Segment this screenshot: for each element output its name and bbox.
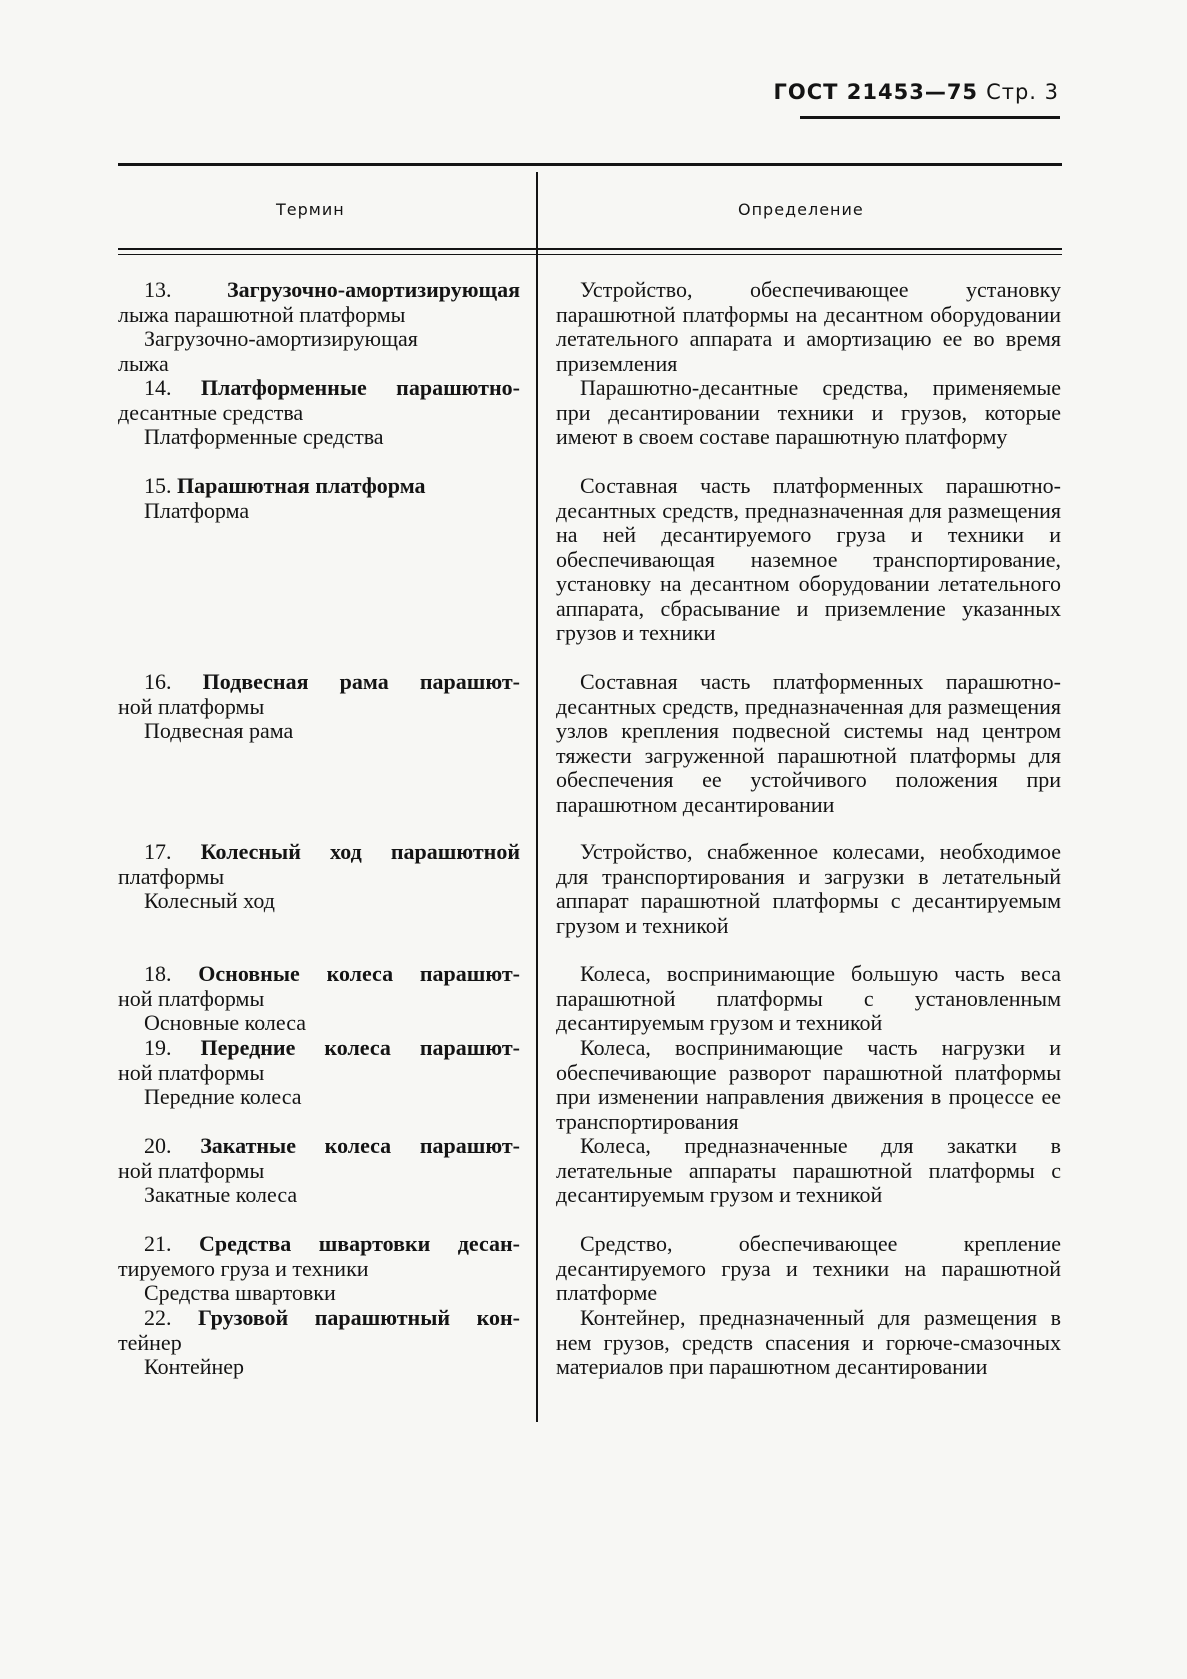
term-line xyxy=(118,962,520,987)
definition-entry-18 xyxy=(556,962,1061,1036)
term-entry-22 xyxy=(118,1306,520,1380)
term-text: Грузовой парашютный кон- xyxy=(198,1305,520,1330)
term-entry-14 xyxy=(118,376,520,450)
short-term: Колесный ход xyxy=(144,888,275,913)
term-line xyxy=(118,474,520,499)
short-term: Передние колеса xyxy=(144,1084,302,1109)
definition-entry-19 xyxy=(556,1036,1061,1134)
definition-text: Составная часть платформенных парашютно-десантных средств, предназначенная для размещения узлов крепления подвесной системы над центром тяжести загруженной парашютной платформы для обеспечения ее устойчивого положения при парашютном десантировании xyxy=(556,669,1061,817)
term-number: 16. xyxy=(144,669,172,694)
definition-entry-21 xyxy=(556,1232,1061,1306)
term-text: Колесный ход парашютной xyxy=(200,839,521,864)
short-term: Загрузочно-амортизирующая xyxy=(144,326,418,351)
definition-entry-17 xyxy=(556,840,1061,938)
term-entry-21 xyxy=(118,1232,520,1306)
short-term: лыжа xyxy=(118,350,169,376)
term-entry-18 xyxy=(118,962,520,1036)
term-number: 21. xyxy=(144,1231,172,1256)
page-number: Стр. 3 xyxy=(986,80,1059,104)
term-entry-20 xyxy=(118,1134,520,1208)
column-header-definition: Определение xyxy=(738,200,864,219)
term-text: Передние колеса парашют- xyxy=(200,1035,521,1060)
term-entry-17 xyxy=(118,840,520,914)
term-text: лыжа парашютной платформы xyxy=(118,301,406,327)
term-text: Парашютная платформа xyxy=(177,473,426,498)
page-header xyxy=(773,80,1059,104)
definition-text: Колеса, воспринимающие часть нагрузки и обеспечивающие разворот парашютной платформы при изменении направления движения в процессе ее транспортирования xyxy=(556,1035,1061,1134)
definition-entry-14 xyxy=(556,376,1061,450)
term-text: ной платформы xyxy=(118,985,265,1011)
term-text: тейнер xyxy=(118,1329,182,1355)
definition-text: Колеса, воспринимающие большую часть веса парашютной платформы с установленным десантируемым грузом и техникой xyxy=(556,961,1061,1035)
term-number: 15. xyxy=(144,473,172,498)
term-text: Платформенные парашютно- xyxy=(200,375,520,400)
term-number: 20. xyxy=(144,1133,172,1158)
term-line xyxy=(118,1232,520,1257)
term-text: Основные колеса парашют- xyxy=(198,961,520,986)
term-text: ной платформы xyxy=(118,1157,265,1183)
short-term: Подвесная рама xyxy=(144,718,294,743)
term-number: 14. xyxy=(144,375,172,400)
table-top-rule xyxy=(118,163,1062,166)
definition-text: Устройство, обеспечивающее установку парашютной платформы на десантном оборудовании летательного аппарата и амортизацию ее во время приземления xyxy=(556,277,1061,376)
term-text: тируемого груза и техники xyxy=(118,1255,369,1281)
term-line xyxy=(118,1306,520,1331)
definition-text: Контейнер, предназначенный для размещения в нем грузов, средств спасения и горюче-смазочных материалов при парашютном десантировании xyxy=(556,1305,1061,1379)
short-term: Контейнер xyxy=(144,1354,245,1379)
header-rule-top xyxy=(118,248,1062,250)
term-text: Средства швартовки десан- xyxy=(199,1231,521,1256)
term-line xyxy=(118,278,520,303)
short-term: Платформа xyxy=(144,497,250,523)
term-line xyxy=(118,376,520,401)
definition-entry-22 xyxy=(556,1306,1061,1380)
definition-text: Устройство, снабженное колесами, необходимое для транспортирования и загрузки в летательный аппарат парашютной платформы с десантируемым грузом и техникой xyxy=(556,839,1061,938)
term-number: 22. xyxy=(144,1305,172,1330)
term-text: ной платформы xyxy=(118,693,265,719)
definition-entry-13 xyxy=(556,278,1061,376)
definition-entry-20 xyxy=(556,1134,1061,1208)
definition-text: Колеса, предназначенные для закатки в летательные аппараты парашютной платформы с десантируемым грузом и техникой xyxy=(556,1133,1061,1207)
definition-entry-15 xyxy=(556,474,1061,646)
term-entry-19 xyxy=(118,1036,520,1110)
term-text: Подвесная рама парашют- xyxy=(202,669,520,694)
header-rule xyxy=(800,116,1060,119)
definition-text: Средство, обеспечивающее крепление десантируемого груза и техники на парашютной платформе xyxy=(556,1231,1061,1305)
header-rule-bottom xyxy=(118,254,1062,255)
short-term: Закатные колеса xyxy=(144,1182,298,1207)
short-term: Основные колеса xyxy=(144,1010,307,1035)
term-text: Загрузочно-амортизирующая xyxy=(227,277,520,302)
column-divider xyxy=(536,172,538,1422)
term-entry-16 xyxy=(118,670,520,744)
term-entry-15 xyxy=(118,474,520,523)
term-text: Закатные колеса парашют- xyxy=(200,1133,521,1158)
term-number: 13. xyxy=(144,277,172,302)
term-number: 18. xyxy=(144,961,172,986)
definition-text: Парашютно-десантные средства, применяемые при десантировании техники и грузов, которые имеют в своем составе парашютную платформу xyxy=(556,375,1061,449)
term-line xyxy=(118,840,520,865)
term-text: ной платформы xyxy=(118,1059,265,1085)
short-term: Средства швартовки xyxy=(144,1280,336,1305)
term-number: 19. xyxy=(144,1035,172,1060)
standard-number: ГОСТ 21453—75 xyxy=(773,80,979,104)
term-line xyxy=(118,1036,520,1061)
short-term: Платформенные средства xyxy=(144,424,384,449)
term-number: 17. xyxy=(144,839,172,864)
term-entry-13 xyxy=(118,278,520,376)
definition-text: Составная часть платформенных парашютно-десантных средств, предназначенная для размещения на ней десантируемого груза и техники и обеспечивающая наземное транспортирование, установку на десантном оборудовании летательного аппарата, сбрасывание и приземление указанных грузов и техники xyxy=(556,473,1061,645)
term-line xyxy=(118,1134,520,1159)
definition-entry-16 xyxy=(556,670,1061,817)
term-text: платформы xyxy=(118,863,225,889)
column-header-term: Термин xyxy=(276,200,345,219)
term-text: десантные средства xyxy=(118,399,304,425)
term-line xyxy=(118,670,520,695)
